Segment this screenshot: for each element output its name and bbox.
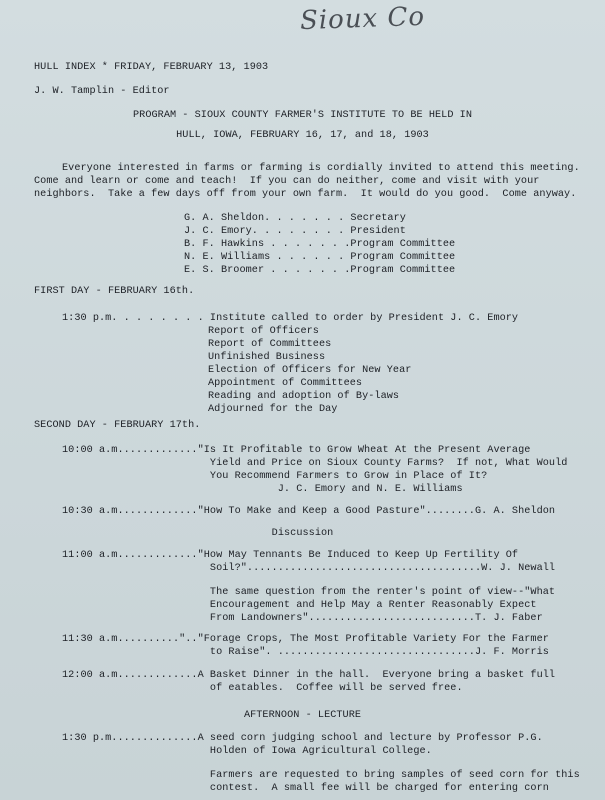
- agenda-item: Report of Officers: [208, 326, 319, 337]
- program-line: Encouragement and Help May a Renter Reasonably Expect: [62, 600, 537, 611]
- program-line: 12:00 a.m.............A Basket Dinner in the hall. Everyone bring a basket full: [62, 670, 556, 681]
- first-day-time: 1:30 p.m. . . . . . . . Institute called to order by President J. C. Emory: [62, 313, 519, 324]
- first-day-heading: FIRST DAY - FEBRUARY 16th.: [34, 286, 195, 297]
- program-line: From Landowners"...........................T. J. Faber: [62, 613, 543, 624]
- second-day-heading: SECOND DAY - FEBRUARY 17th.: [34, 420, 201, 431]
- headline-line-1: PROGRAM - SIOUX COUNTY FARMER'S INSTITUTE TO BE HELD IN: [133, 110, 472, 121]
- agenda-item: Appointment of Committees: [208, 378, 363, 389]
- program-line: contest. A small fee will be charged for entering corn: [62, 783, 549, 794]
- program-line: Farmers are requested to bring samples of seed corn for this: [62, 770, 580, 781]
- program-line: Soil?"......................................W. J. Newall: [62, 563, 556, 574]
- handwritten-note: Sioux Co: [299, 1, 426, 37]
- officer-line: G. A. Sheldon. . . . . . . Secretary: [184, 213, 406, 224]
- agenda-item: Adjourned for the Day: [208, 404, 338, 415]
- intro-line: neighbors. Take a few days off from your own farm. It would do you good. Come anyway.: [34, 189, 577, 200]
- agenda-item: Unfinished Business: [208, 352, 326, 363]
- program-line: 11:00 a.m............."How May Tennants Be Induced to Keep Up Fertility Of: [62, 550, 519, 561]
- discussion-heading: Discussion: [271, 528, 334, 539]
- program-line: of eatables. Coffee will be served free.: [62, 683, 463, 694]
- masthead: HULL INDEX * FRIDAY, FEBRUARY 13, 1903: [34, 62, 269, 73]
- officer-line: J. C. Emory. . . . . . . . President: [184, 226, 406, 237]
- program-line: The same question from the renter's point of view--"What: [62, 587, 556, 598]
- program-line: Holden of Iowa Agricultural College.: [62, 746, 432, 757]
- intro-line: Everyone interested in farms or farming is cordially invited to attend this meeting.: [62, 163, 580, 174]
- officer-line: N. E. Williams . . . . . . Program Committee: [184, 252, 456, 263]
- agenda-item: Report of Committees: [208, 339, 332, 350]
- headline-line-2: HULL, IOWA, FEBRUARY 16, 17, and 18, 1903: [176, 130, 429, 141]
- program-line: 11:30 a.m..........".."Forage Crops, The Most Profitable Variety For the Farmer: [62, 634, 549, 645]
- intro-line: Come and learn or come and teach! If you can do neither, come and visit with your: [34, 176, 540, 187]
- agenda-item: Election of Officers for New Year: [208, 365, 412, 376]
- program-line: You Recommend Farmers to Grow in Place of It?: [62, 471, 488, 482]
- program-line: Yield and Price on Sioux County Farms? If not, What Would: [62, 458, 568, 469]
- afternoon-heading: AFTERNOON - LECTURE: [243, 710, 362, 721]
- program-line: to Raise". ................................J. F. Morris: [62, 647, 549, 658]
- program-line: 10:30 a.m............."How To Make and Keep a Good Pasture"........G. A. Sheldon: [62, 506, 556, 517]
- editor-line: J. W. Tamplin - Editor: [34, 86, 170, 97]
- program-line: 10:00 a.m............."Is It Profitable to Grow Wheat At the Present Average: [62, 445, 531, 456]
- officer-line: B. F. Hawkins . . . . . . .Program Committee: [184, 239, 456, 250]
- agenda-item: Reading and adoption of By-laws: [208, 391, 400, 402]
- program-line: J. C. Emory and N. E. Williams: [62, 484, 463, 495]
- officer-line: E. S. Broomer . . . . . . .Program Committee: [184, 265, 456, 276]
- program-line: 1:30 p.m..............A seed corn judging school and lecture by Professor P.G.: [62, 733, 543, 744]
